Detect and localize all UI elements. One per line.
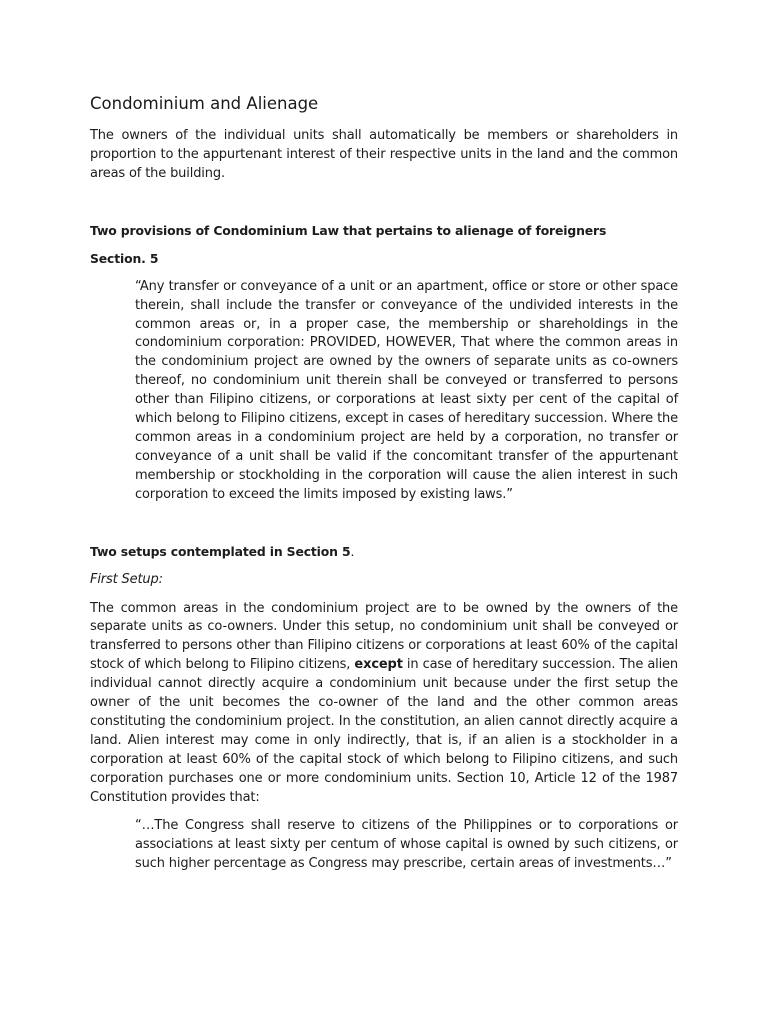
- first-setup-text-part1: The common areas in the condominium project are to be owned by the owners of the separate units as co-owners. Under this setup, no condominium unit shall be conveyed or transferred to persons other than Filipino citizens or corporations at least 60% of the capital stock of which belong to Filipino citizens,: [90, 600, 678, 673]
- intro-paragraph: The owners of the individual units shall automatically be members or shareholders in proportion to the appurtenant interest of their respective units in the land and the common areas of the building.: [90, 128, 678, 181]
- setups-heading-period: .: [350, 543, 355, 559]
- section-heading: Section. 5: [90, 250, 159, 266]
- document-title: Condominium and Alienage: [90, 94, 319, 113]
- setups-heading-text: Two setups contemplated in Section 5: [90, 543, 351, 559]
- constitution-quote: “…The Congress shall reserve to citizens of the Philippines or to corporations or associations at least sixty per centum of whose capital is owned by such citizens, or such higher percentage as Congress may prescribe, certain areas of investments…”: [135, 818, 678, 872]
- section5-quote: “Any transfer or conveyance of a unit or an apartment, office or store or other space therein, shall include the transfer or conveyance of the undivided interests in the common areas or, in a proper case, the membership or shareholdings in the condominium corporation: PROVIDED, HOWEVER, That where the common areas in the condominium project are owned by the owners of separate units as co-owners thereof, no condominium unit therein shall be conveyed or transferred to persons other than Filipino citizens, or corporations at least sixty per cent of the capital of which belong to Filipino citizens, except in cases of hereditary succession. Where the common areas in a condominium project are held by a corporation, no transfer or conveyance of a unit shall be valid if the concomitant transfer of the appurtenant membership or stockholding in the corporation will cause the alien interest in such corporation to exceed the limits imposed by existing laws.”: [135, 278, 678, 502]
- document-page: [90, 93, 678, 874]
- first-setup-text-part2: in case of hereditary succession. The alien individual cannot directly acquire a condominium unit because under the first setup the owner of the unit becomes the co-owner of the land and the other common areas constituting the condominium project. In the constitution, an alien cannot directly acquire a land. Alien interest may come in only indirectly, that is, if an alien is a stockholder in a corporation at least 60% of the capital stock of which belong to Filipino citizens, and such corporation purchases one or more condominium units. Section 10, Article 12 of the 1987 Constitution provides that:: [90, 657, 678, 805]
- first-setup-emphasis: except: [354, 657, 403, 673]
- setups-heading: [90, 543, 678, 561]
- provisions-heading: Two provisions of Condominium Law that pertains to alienage of foreigners: [90, 222, 607, 238]
- first-setup-label: First Setup:: [90, 571, 163, 587]
- first-setup-paragraph: [90, 600, 678, 808]
